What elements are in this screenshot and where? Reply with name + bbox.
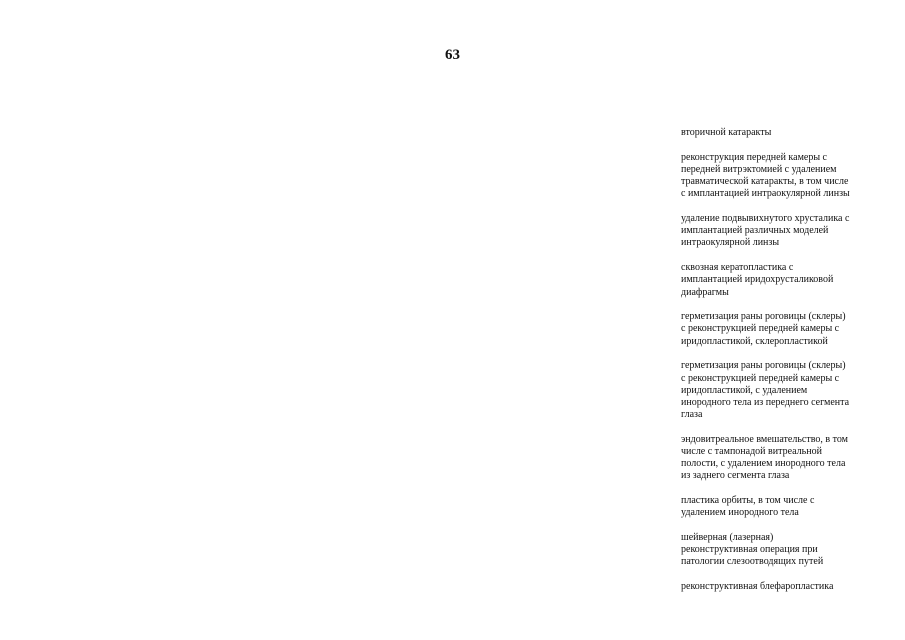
entry-line: иридопластикой, склеропластикой (681, 335, 828, 347)
entry-line: эндовитреальное вмешательство, в том (681, 433, 848, 445)
entry-line: герметизация раны роговицы (склеры) (681, 311, 846, 323)
entry-line: вторичной катаракты (681, 127, 772, 138)
entry-line: глаза (681, 409, 703, 421)
entry-line: имплантацией различных моделей (681, 225, 829, 237)
entry-line: реконструктивная блефаропластика (681, 581, 834, 593)
procedure-entry (681, 213, 881, 250)
entry-line: пластика орбиты, в том числе с (681, 495, 815, 507)
entry-line: патологии слезоотводящих путей (681, 556, 824, 568)
procedure-list (681, 127, 881, 593)
entry-line: реконструкция передней камеры с (681, 151, 827, 163)
page-number: 63 (445, 47, 460, 63)
procedure-entry (681, 152, 881, 201)
procedure-entry (681, 434, 881, 483)
procedure-entry (681, 262, 881, 299)
entry-line: с реконструкцией передней камеры с (681, 323, 840, 335)
procedure-entry (681, 581, 881, 593)
entry-line: числе с тампонадой витреальной (681, 446, 822, 458)
entry-line: с имплантацией интраокулярной линзы (681, 188, 850, 200)
procedure-entry (681, 532, 881, 569)
entry-line: иридопластикой, с удалением (681, 384, 808, 396)
entry-line: инородного тела из переднего сегмента (681, 396, 850, 408)
entry-line: удалением инородного тела (681, 507, 799, 519)
entry-line: интраокулярной линзы (681, 237, 780, 249)
entry-line: реконструктивная операция при (681, 544, 818, 556)
entry-line: диафрагмы (681, 286, 729, 298)
procedure-entry (681, 311, 881, 348)
entry-line: из заднего сегмента глаза (681, 470, 790, 482)
entry-line: удаление подвывихнутого хрусталика с (681, 213, 850, 225)
entry-line: травматической катаракты, в том числе (681, 176, 849, 188)
entry-line: имплантацией иридохрусталиковой (681, 274, 834, 286)
procedure-entry (681, 360, 881, 421)
entry-line: передней витрэктомией с удалением (681, 163, 837, 175)
procedure-entry (681, 495, 881, 519)
entry-line: с реконструкцией передней камеры с (681, 372, 840, 384)
entry-line: сквозная кератопластика с (681, 262, 794, 274)
procedure-entry (681, 127, 881, 139)
entry-line: полости, с удалением инородного тела (681, 458, 846, 470)
entry-line: шейверная (лазерная) (681, 532, 774, 544)
entry-line: герметизация раны роговицы (склеры) (681, 360, 846, 372)
